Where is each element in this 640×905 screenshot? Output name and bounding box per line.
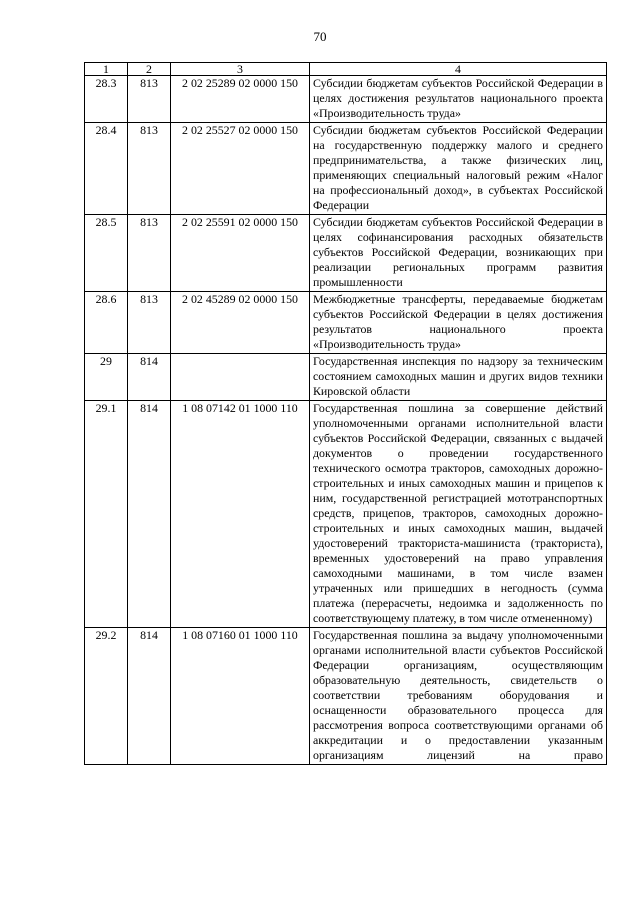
table-row [85,123,607,215]
budget-classification-code [171,354,310,401]
row-number: 29.1 [85,401,128,628]
admin-code: 813 [128,76,171,123]
table-row [85,292,607,354]
row-description: Государственная пошлина за совершение действий уполномоченными органами исполнительной власти субъектов Российской Федерации, связанных с выдачей документов о проведении государственного технического осмотра тракторов, самоходных дорожно-строительных и иных самоходных машин и прицепов к ним, государственной регистрацией мототранспортных средств, прицепов, тракторов, самоходных дорожно-строительных и иных самоходных машин, выдачей удостоверений тракториста-машиниста (тракториста), временных удостоверений на право управления самоходными машинами, в том числе взамен утраченных или пришедших в негодность (сумма платежа (перерасчеты, недоимка и задолженность по соответствующему платежу, в том числе отмененному) [310,401,607,628]
admin-code: 813 [128,123,171,215]
budget-classification-code: 2 02 25591 02 0000 150 [171,215,310,292]
row-description: Государственная инспекция по надзору за техническим состоянием самоходных машин и других видов техники Кировской области [310,354,607,401]
column-header-2: 2 [128,63,171,76]
table-row [85,215,607,292]
admin-code: 813 [128,292,171,354]
budget-classification-code: 1 08 07160 01 1000 110 [171,628,310,765]
budget-classification-code: 1 08 07142 01 1000 110 [171,401,310,628]
admin-code: 814 [128,628,171,765]
admin-code: 814 [128,354,171,401]
row-description: Субсидии бюджетам субъектов Российской Федерации в целях достижения результатов национального проекта «Производительность труда» [310,76,607,123]
table-row [85,401,607,628]
document-table [84,62,607,765]
budget-classification-code: 2 02 25289 02 0000 150 [171,76,310,123]
row-description: Государственная пошлина за выдачу уполномоченными органами исполнительной власти субъектов Российской Федерации организациям, осуществляющим образовательную деятельность, свидетельств о соответствии требованиям оборудования и оснащенности образовательного процесса для рассмотрения вопроса соответствующими органами об аккредитации и о предоставлении указанным организациям лицензий на право [310,628,607,765]
column-header-3: 3 [171,63,310,76]
page-number: 70 [313,29,327,44]
row-description: Субсидии бюджетам субъектов Российской Федерации на государственную поддержку малого и среднего предпринимательства, а также физических лиц, применяющих специальный налоговый режим «Налог на профессиональный доход», в субъектах Российской Федерации [310,123,607,215]
row-description: Межбюджетные трансферты, передаваемые бюджетам субъектов Российской Федерации в целях достижения результатов национального проекта «Производительность труда» [310,292,607,354]
table-header-row [85,63,607,76]
column-header-1: 1 [85,63,128,76]
row-description: Субсидии бюджетам субъектов Российской Федерации в целях софинансирования расходных обязательств субъектов Российской Федерации, возникающих при реализации региональных программ развития промышленности [310,215,607,292]
admin-code: 813 [128,215,171,292]
row-number: 28.3 [85,76,128,123]
budget-classification-code: 2 02 45289 02 0000 150 [171,292,310,354]
row-number: 28.6 [85,292,128,354]
row-number: 29 [85,354,128,401]
table-row [85,76,607,123]
budget-classification-code: 2 02 25527 02 0000 150 [171,123,310,215]
table-row [85,354,607,401]
row-number: 28.5 [85,215,128,292]
table-row [85,628,607,765]
column-header-4: 4 [310,63,607,76]
admin-code: 814 [128,401,171,628]
row-number: 29.2 [85,628,128,765]
row-number: 28.4 [85,123,128,215]
